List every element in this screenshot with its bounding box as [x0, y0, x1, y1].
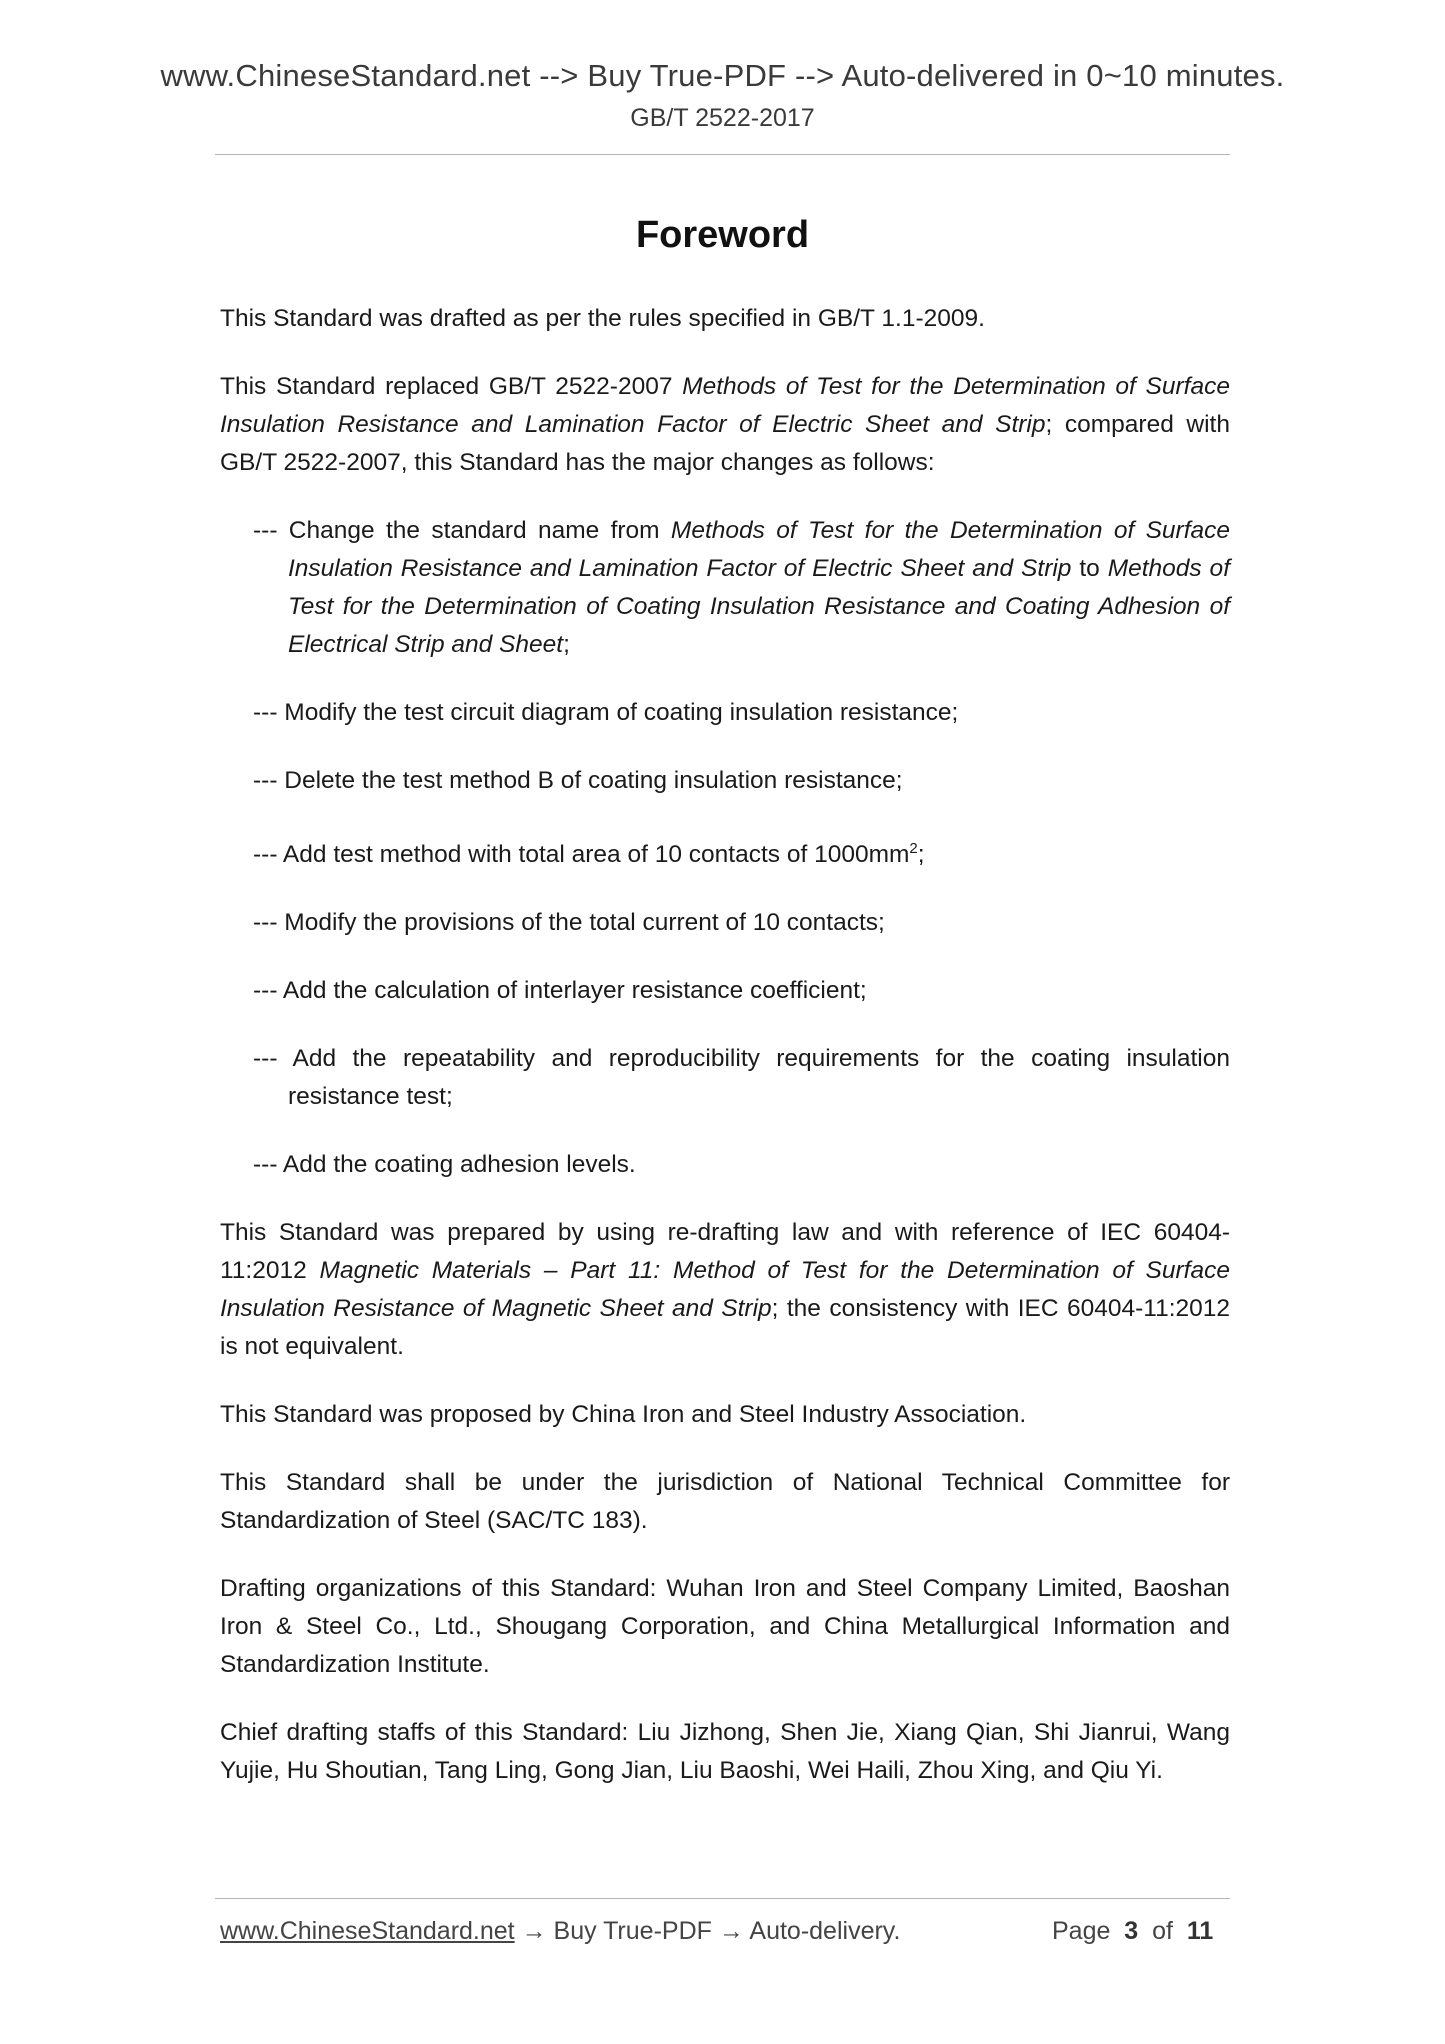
text-run: ;: [917, 841, 925, 869]
paragraph-drafting-staff: Chief drafting staffs of this Standard: Liu Jizhong, Shen Jie, Xiang Qian, Shi Jianrui, Wang Yujie, Hu Shoutian, Tang Ling, Gong Jian, Liu Baoshi, Wei Haili, Zhou Xing, and Qiu Yi.: [220, 1719, 1230, 1785]
header-banner: www.ChineseStandard.net --> Buy True-PDF --> Auto-delivered in 0~10 minutes.: [160, 58, 1285, 93]
paragraph-proposed-by: This Standard was proposed by China Iron and Steel Industry Association.: [220, 1401, 1027, 1429]
of-word: of: [1152, 1917, 1173, 1945]
text-run: This Standard was prepared by using re-drafting law and with reference of IEC 60404-11:2012: [220, 1219, 1230, 1285]
change-item-current: --- Modify the provisions of the total current of 10 contacts;: [253, 909, 885, 937]
footer-promo-text: → Buy True-PDF → Auto-delivery.: [514, 1917, 901, 1945]
text-run: to: [1071, 555, 1108, 582]
text-run: ; compared with GB/T 2522-2007, this Standard has the major changes as follows:: [220, 411, 1230, 476]
paragraph-jurisdiction: This Standard shall be under the jurisdiction of National Technical Committee for Standardization of Steel (SAC/TC 183).: [220, 1469, 1230, 1535]
superscript: 2: [909, 840, 918, 857]
page-word: Page: [1052, 1917, 1111, 1945]
paragraph-drafting-orgs: Drafting organizations of this Standard: Wuhan Iron and Steel Company Limited, Baoshan Iron & Steel Co., Ltd., Shougang Corporation, and China Metallurgical Information and Standardization Institute.: [220, 1575, 1230, 1679]
change-item-circuit: --- Modify the test circuit diagram of coating insulation resistance;: [253, 699, 959, 726]
text-run: ;: [563, 631, 570, 658]
footer-promo: [220, 1917, 900, 1946]
paragraph-drafting-rules: This Standard was drafted as per the rules specified in GB/T 1.1-2009.: [220, 305, 985, 332]
foreword-body: [220, 300, 1230, 1820]
footer-site-link[interactable]: www.ChineseStandard.net: [220, 1917, 515, 1945]
paragraph-replacement: [220, 368, 1230, 482]
text-run: --- Change the standard name from: [253, 517, 671, 544]
paragraph-iec-reference: [220, 1214, 1230, 1366]
change-item-contact-area: [253, 830, 1230, 874]
page-indicator: [1052, 1917, 1213, 1946]
text-run: --- Add test method with total area of 10 contacts of 1000mm: [253, 841, 910, 869]
italic-title: Methods of Test for the Determination of Surface Insulation Resistance and Lamination Factor of Electric Sheet and Strip: [220, 373, 1230, 438]
page-title: Foreword: [635, 214, 810, 256]
change-item-name: [253, 512, 1230, 664]
text-run: ; the consistency with IEC 60404-11:2012 is not equivalent.: [220, 1295, 1231, 1361]
footer-divider: [215, 1898, 1230, 1899]
page-total: 11: [1186, 1917, 1214, 1945]
text-run: This Standard replaced GB/T 2522-2007: [220, 373, 683, 400]
change-item-adhesion: --- Add the coating adhesion levels.: [253, 1151, 636, 1179]
change-item-repeatability: --- Add the repeatability and reproducibility requirements for the coating insulation resistance test;: [253, 1045, 1230, 1111]
page-number: 3: [1124, 1917, 1139, 1945]
change-item-delete-method: --- Delete the test method B of coating insulation resistance;: [253, 767, 903, 794]
header-divider: [215, 154, 1230, 155]
italic-title: Methods of Test for the Determination of Surface Insulation Resistance and Lamination Factor of Electric Sheet and Strip: [288, 517, 1231, 582]
change-item-coefficient: --- Add the calculation of interlayer resistance coefficient;: [253, 977, 867, 1005]
header-doc-id: GB/T 2522-2017: [630, 104, 815, 132]
italic-title: Magnetic Materials – Part 11: Method of Test for the Determination of Surface Insulation Resistance of Magnetic Sheet and Strip: [220, 1257, 1230, 1323]
italic-title: Methods of Test for the Determination of Coating Insulation Resistance and Coating Adhesion of Electrical Strip and Sheet: [288, 555, 1230, 658]
